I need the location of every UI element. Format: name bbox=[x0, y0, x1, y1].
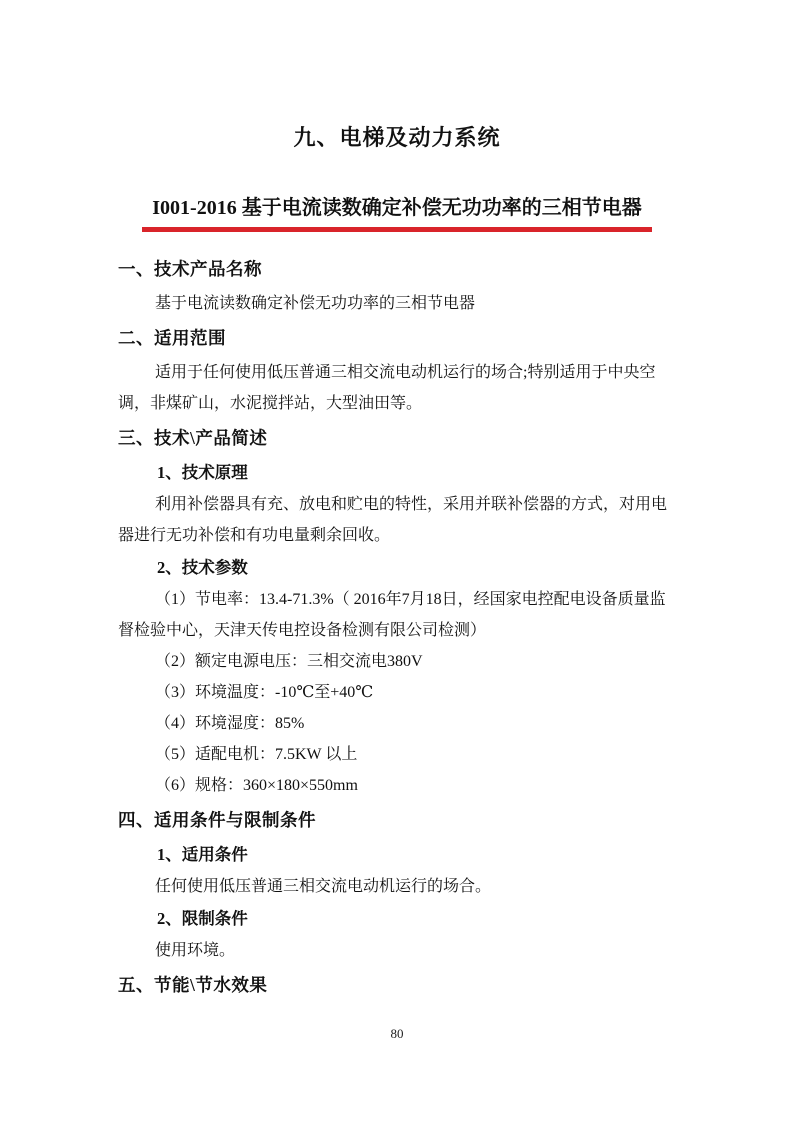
section-heading-2: 二、适用范围 bbox=[118, 328, 226, 348]
tech-param-item-6: （6）规格：360×180×550mm bbox=[155, 777, 358, 794]
tech-param-item-5: （5）适配电机：7.5KW 以上 bbox=[155, 746, 358, 763]
section-4-sub-heading-1: 1、适用条件 bbox=[157, 845, 248, 864]
section-3-sub-heading-2: 2、技术参数 bbox=[157, 558, 248, 577]
doc-title-wrap bbox=[118, 195, 676, 232]
section-4-sub-2-body: 使用环境。 bbox=[155, 942, 236, 959]
section-heading-4: 四、适用条件与限制条件 bbox=[118, 810, 316, 830]
document-body bbox=[118, 253, 676, 1001]
tech-param-item-4: （4）环境湿度：85% bbox=[155, 715, 305, 732]
tech-param-item-1-line-1: （1）节电率：13.4-71.3%（ 2016年7月18日，经国家电控配电设备质量监 bbox=[155, 591, 666, 608]
document-content bbox=[118, 0, 676, 1004]
tech-param-item-1-line-2: 督检验中心，天津天传电控设备检测有限公司检测） bbox=[118, 622, 487, 639]
section-3-sub-heading-1: 1、技术原理 bbox=[157, 463, 248, 482]
section-4-sub-1-body: 任何使用低压普通三相交流电动机运行的场合。 bbox=[155, 878, 492, 895]
section-heading-5: 五、节能\节水效果 bbox=[118, 975, 268, 995]
section-3-sub-1-line-2: 器进行无功补偿和有功电量剩余回收。 bbox=[118, 527, 391, 544]
doc-title: I001-2016 基于电流读数确定补偿无功功率的三相节电器 bbox=[142, 195, 651, 232]
section-1-body: 基于电流读数确定补偿无功功率的三相节电器 bbox=[155, 295, 476, 312]
page-number: 80 bbox=[390, 1026, 404, 1041]
tech-param-item-2: （2）额定电源电压：三相交流电380V bbox=[155, 653, 423, 670]
section-2-line-1: 适用于任何使用低压普通三相交流电动机运行的场合;特别适用于中央空 bbox=[155, 364, 656, 381]
section-4-sub-heading-2: 2、限制条件 bbox=[157, 909, 248, 928]
section-heading-3: 三、技术\产品简述 bbox=[118, 428, 268, 448]
tech-param-item-3: （3）环境温度：-10℃至+40℃ bbox=[155, 684, 374, 701]
section-2-line-2: 调，非煤矿山，水泥搅拌站，大型油田等。 bbox=[118, 395, 423, 412]
section-3-sub-1-line-1: 利用补偿器具有充、放电和贮电的特性，采用并联补偿器的方式，对用电 bbox=[155, 496, 668, 513]
section-heading-1: 一、技术产品名称 bbox=[118, 259, 262, 279]
chapter-title: 九、电梯及动力系统 bbox=[293, 125, 501, 150]
